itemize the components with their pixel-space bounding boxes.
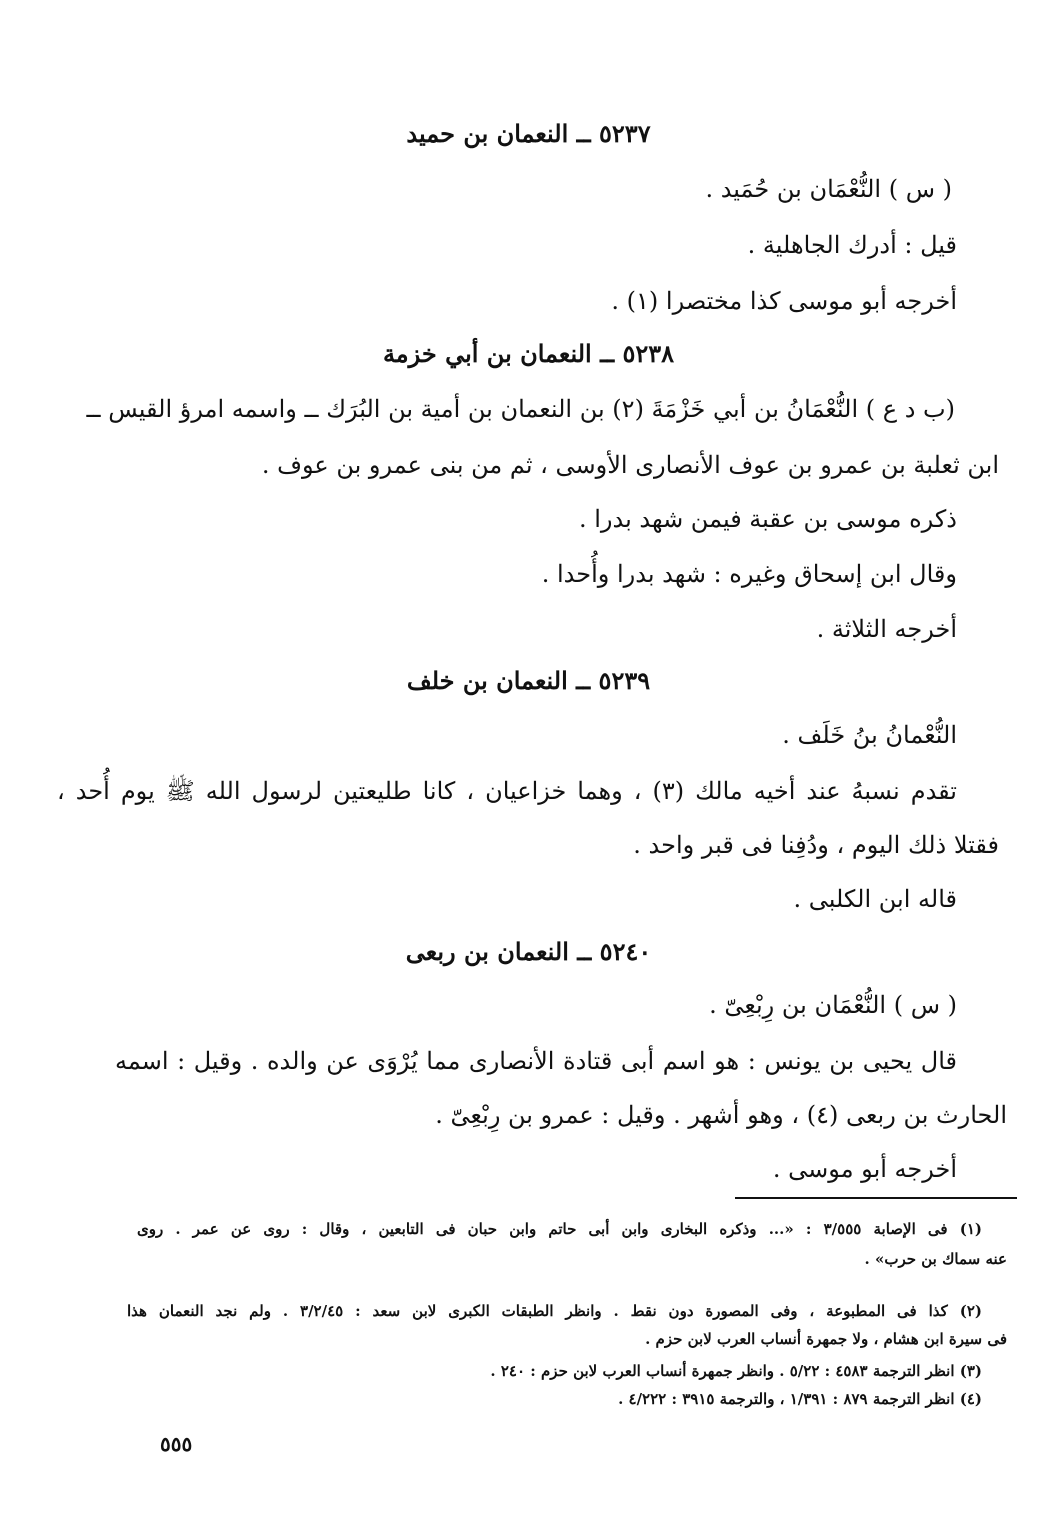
entry-text-line: (ب د ع ) النُّعْمَانُ بن أبي خَزْمَةَ (٢) بن النعمان بن أمية بن البُرَك ــ واسمه امرؤ القيس ــ <box>86 395 955 423</box>
entry-heading: ٥٢٣٨ ــ النعمان بن أبي خزمة <box>382 339 675 368</box>
entry-text-line: قال يحيى بن يونس : هو اسم أبى قتادة الأنصارى مما يُرْوَى عن والده . وقيل : اسمه <box>115 1047 957 1075</box>
entry-text-line: ذكره موسى بن عقبة فيمن شهد بدرا . <box>578 505 957 533</box>
entry-text-line: ( س ) النُّعْمَان بن رِبْعِىّ . <box>709 991 957 1019</box>
entry-text-line: فقتلا ذلك اليوم ، ودُفِنا فى قبر واحد . <box>633 831 999 859</box>
entry-text-line: أخرجه أبو موسى كذا مختصرا (١) . <box>611 287 957 315</box>
footnote-line: (٣) انظر الترجمة ٤٥٨٣ : ٥/٢٢ . وانظر جمهرة أنساب العرب لابن حزم : ٢٤٠ . <box>490 1362 982 1380</box>
entry-text-line: قاله ابن الكلبى . <box>793 885 957 913</box>
entry-text-line: قيل : أدرك الجاهلية . <box>747 231 957 259</box>
entry-heading: ٥٢٣٩ ــ النعمان بن خلف <box>406 666 651 695</box>
footnote-line: (٤) انظر الترجمة ٨٧٩ : ١/٣٩١ ، والترجمة ٣٩١٥ : ٤/٢٢٢ . <box>618 1390 982 1408</box>
entry-text-line: ابن ثعلبة بن عمرو بن عوف الأنصارى الأوسى ، ثم من بنى عمرو بن عوف . <box>261 451 999 479</box>
entry-heading: ٥٢٣٧ ــ النعمان بن حميد <box>406 119 651 148</box>
footnote-line: (١) فى الإصابة ٣/٥٥٥ : «... وذكره البخارى وابن أبى حاتم وابن حبان فى التابعين ، وقال : روى عن عمر . روى <box>137 1220 982 1238</box>
footnote-line: عنه سماك بن حرب» . <box>864 1250 1007 1268</box>
entry-text-line: أخرجه الثلاثة . <box>816 615 957 643</box>
entry-heading: ٥٢٤٠ ــ النعمان بن ربعى <box>405 937 652 966</box>
entry-text-line: تقدم نسبهُ عند أخيه مالك (٣) ، وهما خزاعيان ، كانا طليعتين لرسول الله ﷺ يوم أُحد ، <box>57 777 957 805</box>
footnote-line: (٢) كذا فى المطبوعة ، وفى المصورة دون نقط . وانظر الطبقات الكبرى لابن سعد : ٣/٢/٤٥ . ولم نجد النعمان هذا <box>127 1302 982 1320</box>
page-number: ٥٥٥ <box>160 1432 193 1456</box>
footnote-rule <box>735 1197 1017 1199</box>
entry-text-line: النُّعْمانُ بنُ خَلَف . <box>782 721 957 749</box>
entry-text-line: الحارث بن ربعى (٤) ، وهو أشهر . وقيل : عمرو بن رِبْعِىّ . <box>435 1101 1007 1129</box>
entry-text-line: أخرجه أبو موسى . <box>772 1155 957 1183</box>
entry-text-line: وقال ابن إسحاق وغيره : شهد بدرا وأُحدا . <box>541 560 957 588</box>
entry-text-line: ( س ) النُّعْمَان بن حُمَيد . <box>705 175 952 203</box>
footnote-line: فى سيرة ابن هشام ، ولا جمهرة أنساب العرب لابن حزم . <box>645 1330 1007 1348</box>
